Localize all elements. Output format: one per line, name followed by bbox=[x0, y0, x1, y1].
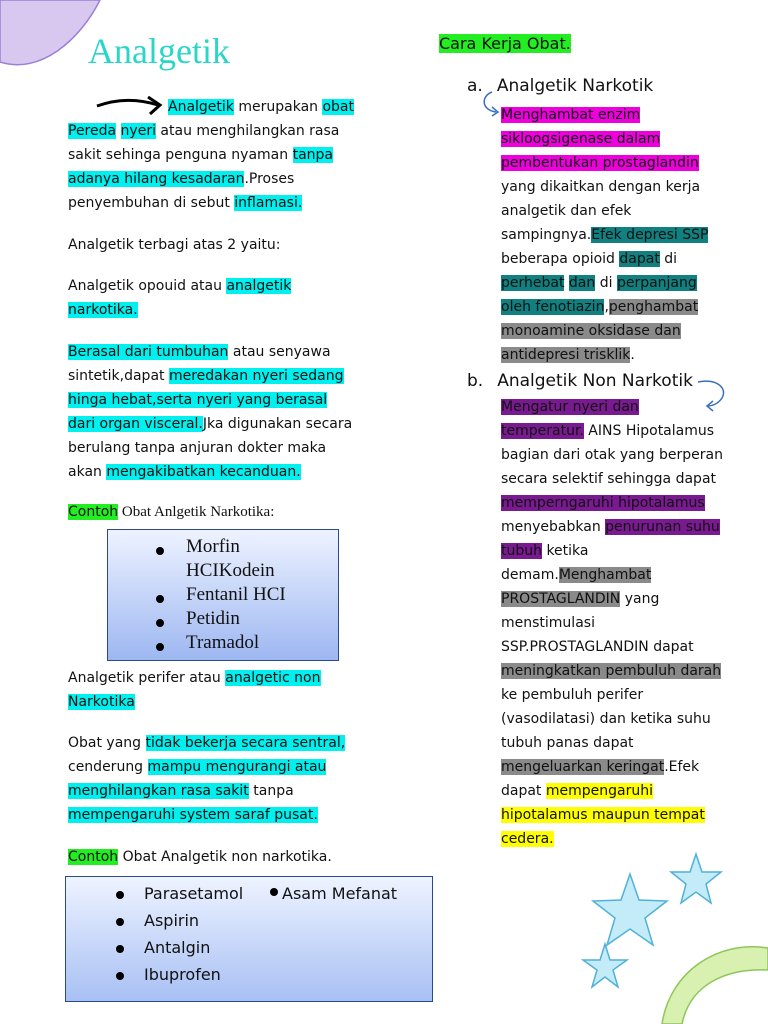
list-item: Fentanil HCI bbox=[186, 584, 286, 605]
section-b-heading: b. Analgetik Non Narkotik bbox=[467, 371, 693, 391]
list-item: Petidin bbox=[186, 608, 240, 629]
opioid-paragraph: Analgetik opouid atau analgetik narkotika. bbox=[68, 278, 292, 318]
non-central-paragraph: Obat yang tidak bekerja secara sentral, cenderung mampu mengurangi atau menghilangkan rasa sakit tanpa mempengaruhi system saraf pusat. bbox=[68, 735, 346, 823]
page-title: Analgetik bbox=[88, 31, 230, 71]
list-item: Antalgin bbox=[144, 938, 211, 957]
moon-decoration bbox=[640, 940, 768, 1024]
list-item: Ibuprofen bbox=[144, 965, 221, 984]
example1-heading: Contoh Obat Anlgetik Narkotika: bbox=[68, 504, 275, 520]
list-item: Tramadol bbox=[186, 632, 260, 653]
non-narcotic-list-box bbox=[65, 876, 433, 1002]
divide-text: Analgetik terbagi atas 2 yaitu: bbox=[68, 237, 281, 253]
origin-paragraph: Berasal dari tumbuhan atau senyawa sintetik,dapat meredakan nyeri sedang hinga hebat,serta nyeri yang berasal dari organ visceral.Jka digunakan secara berulang tanpa anjuran dokter maka akan mengakibatkan kecanduan. bbox=[68, 344, 353, 480]
star-decoration bbox=[580, 942, 630, 990]
list-item: Parasetamol bbox=[144, 884, 244, 903]
section-b-text: Mengatur nyeri dan temperatur. AINS Hipotalamus bagian dari otak yang berperan secara selektif sehingga dapat memperngaruhi hipotalamus menyebabkan penurunan suhu tubuh ketika demam.Menghambat PROSTAGLANDIN yang menstimulasi SSP.PROSTAGLANDIN dapat meningkatkan pembuluh darah ke pembuluh perifer (vasodilatasi) dan ketika suhu tubuh panas dapat mengeluarkan keringat.Efek dapat mempengaruhi hipotalamus maupun tempat cedera. bbox=[501, 399, 723, 847]
narcotic-list-box bbox=[107, 529, 339, 661]
list-item: Aspirin bbox=[144, 911, 200, 930]
list-item: HCIKodein bbox=[186, 560, 275, 581]
star-decoration bbox=[668, 852, 724, 906]
perifer-paragraph: Analgetik perifer atau analgetic non Narkotika bbox=[68, 670, 321, 710]
section-a-text: Menghambat enzim sikloogsigenase dalam pembentukan prostaglandin yang dikaitkan dengan kerja analgetik dan efek sampingnya.Efek depresi SSP beberapa opioid dapat di perhebat dan di perpanjang oleh fenotiazin,penghambat monoamine oksidase dan antidepresi trisklik. bbox=[501, 107, 709, 363]
right-heading: Cara Kerja Obat. bbox=[439, 34, 571, 53]
example2-heading: Contoh Obat Analgetik non narkotika. bbox=[68, 849, 332, 865]
intro-paragraph: Analgetik merupakan obat Pereda nyeri atau menghilangkan rasa sakit sehinga penguna nyaman tanpa adanya hilang kesadaran.Proses penyembuhan di sebut inflamasi. bbox=[68, 99, 354, 211]
section-a-heading: a. Analgetik Narkotik bbox=[467, 76, 654, 96]
star-decoration bbox=[590, 872, 670, 948]
list-item: Morfin bbox=[186, 536, 240, 557]
list-item: Asam Mefanat bbox=[282, 884, 398, 903]
